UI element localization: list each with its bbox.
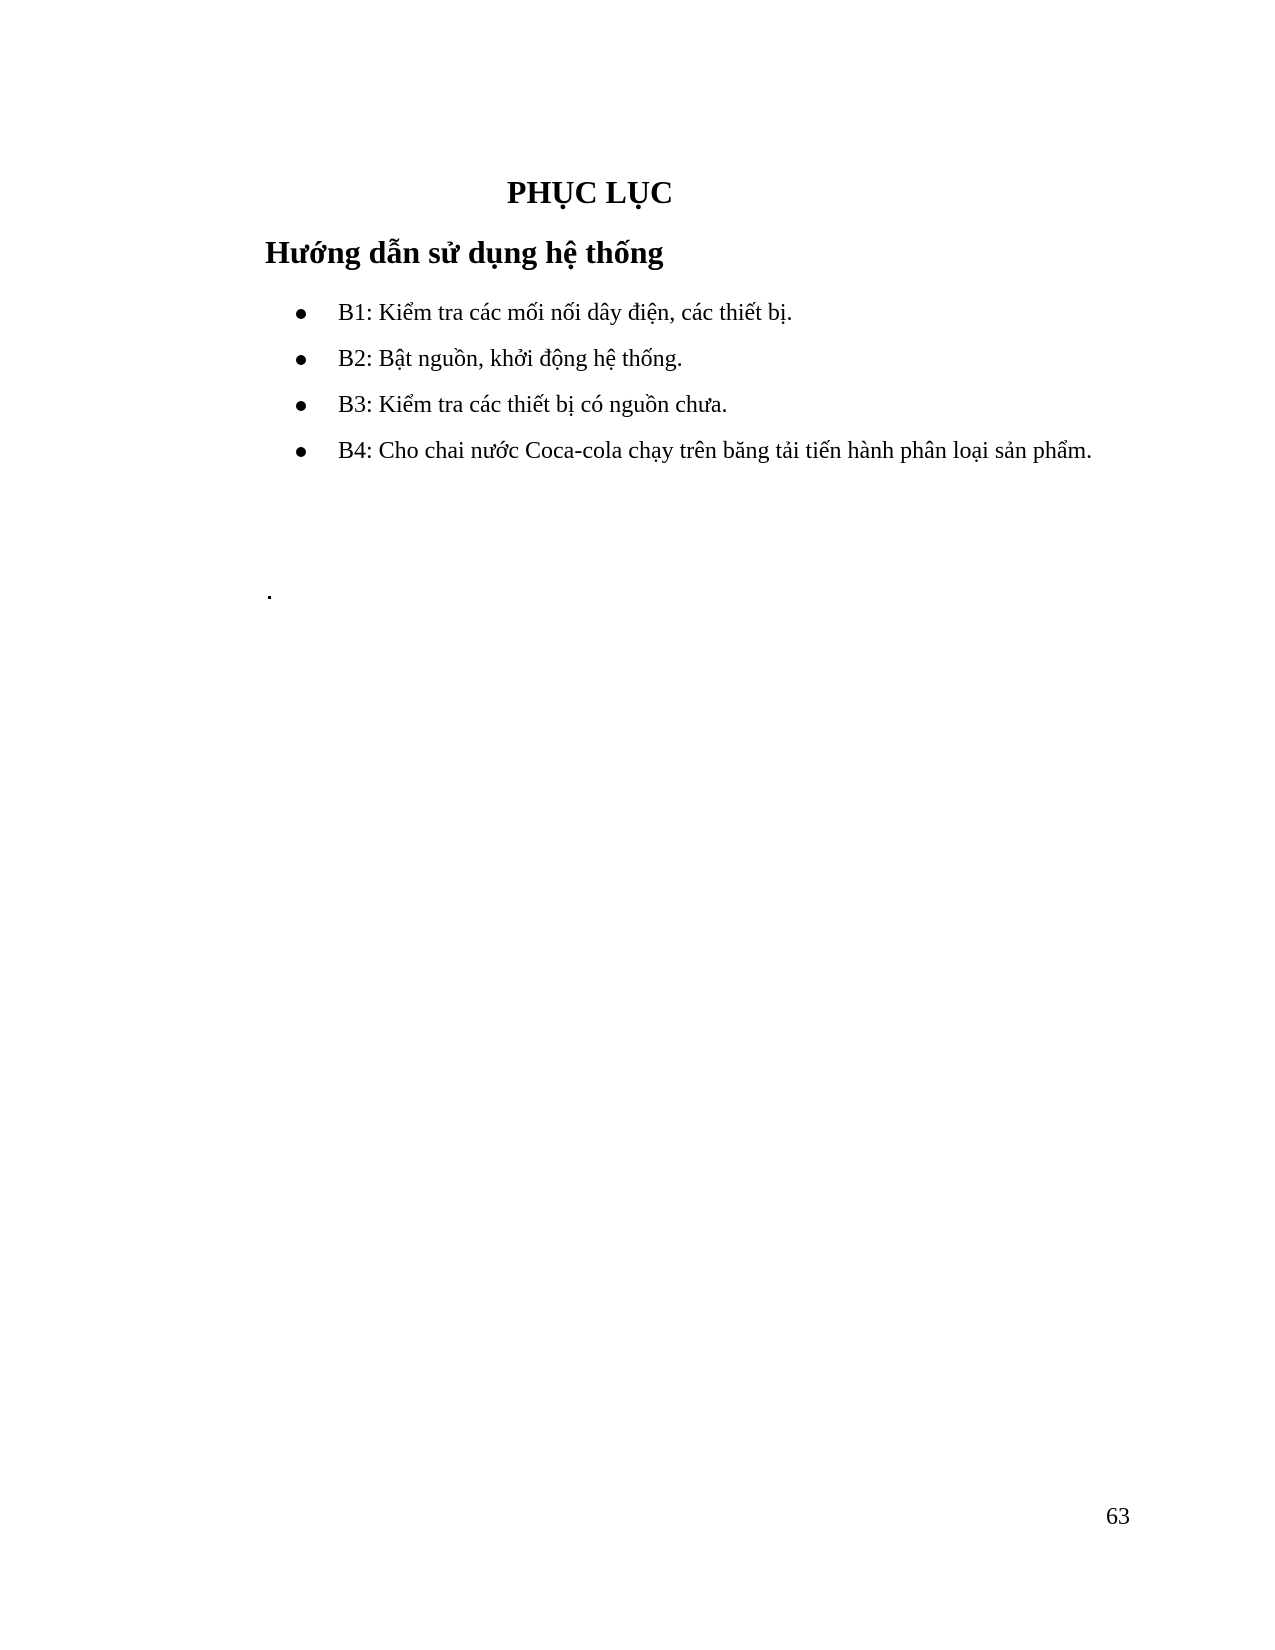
- list-item: [280, 428, 1130, 474]
- list-item-text: B4: Cho chai nước Coca-cola chạy trên băng tải tiến hành phân loại sản phẩm.: [338, 438, 1093, 464]
- list-item: [280, 336, 1130, 382]
- instruction-list: [280, 290, 1130, 474]
- list-item-text: B1: Kiểm tra các mối nối dây điện, các thiết bị.: [338, 300, 793, 326]
- list-item: [280, 290, 1130, 336]
- list-item-text: B2: Bật nguồn, khởi động hệ thống.: [338, 346, 683, 372]
- section-heading: Hướng dẫn sử dụng hệ thống: [265, 234, 664, 270]
- list-item-text: B3: Kiểm tra các thiết bị có nguồn chưa.: [338, 392, 728, 418]
- bullet-icon: [296, 355, 306, 365]
- page-title: PHỤC LỤC: [506, 174, 674, 210]
- page-number: 63: [1106, 1504, 1130, 1530]
- bullet-icon: [296, 447, 306, 457]
- bullet-icon: [296, 401, 306, 411]
- bullet-icon: [296, 309, 306, 319]
- list-item: [280, 382, 1130, 428]
- stray-period-mark: [268, 596, 271, 599]
